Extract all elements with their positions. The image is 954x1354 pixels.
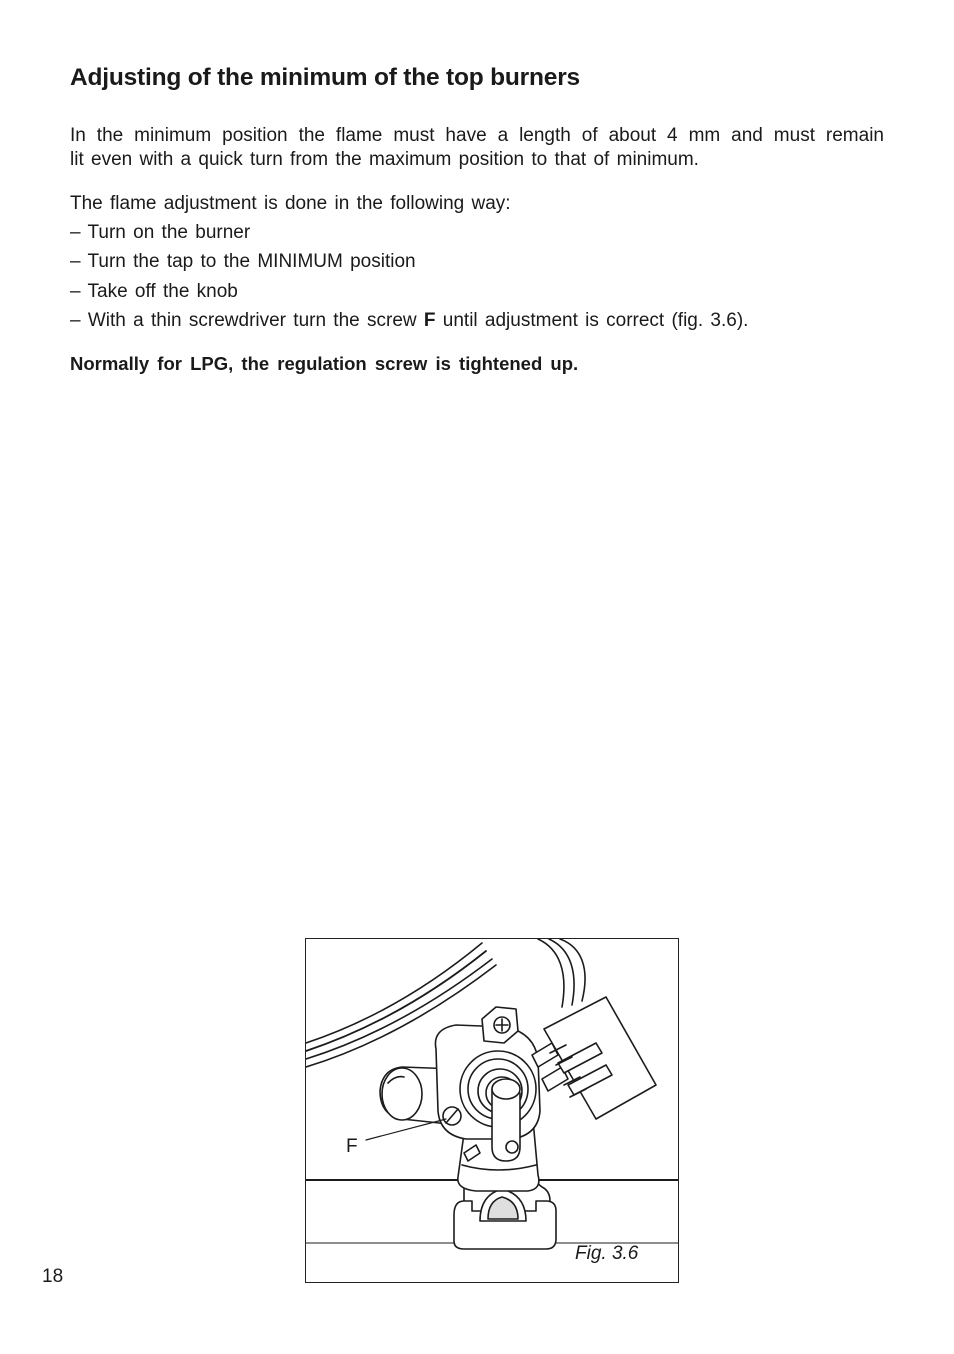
page-number: 18	[42, 1266, 64, 1287]
procedure-intro: The flame adjustment is done in the following way:	[70, 193, 511, 214]
steps-list	[70, 221, 748, 338]
step-item: – Turn on the burner	[70, 222, 251, 243]
lpg-note: Normally for LPG, the regulation screw is tightened up.	[70, 353, 579, 374]
burner-tap-illustration	[306, 939, 679, 1283]
step-item: – Take off the knob	[70, 280, 238, 302]
figure-callout-f: F	[346, 1136, 358, 1157]
step-item: – Turn the tap to the MINIMUM position	[70, 251, 416, 273]
screw-label: F	[423, 309, 436, 331]
figure-3-6	[305, 938, 679, 1283]
intro-paragraph	[70, 124, 884, 171]
step-text: – With a thin screwdriver turn the screw	[70, 309, 424, 331]
intro-line-1: In the minimum position the flame must have a length of about 4 mm and must remain	[70, 125, 884, 146]
figure-caption: Fig. 3.6	[575, 1243, 639, 1264]
step-text: until adjustment is correct (fig. 3.6).	[435, 309, 749, 331]
intro-line-2: lit even with a quick turn from the maximum position to that of minimum.	[70, 148, 699, 170]
step-item	[70, 309, 748, 338]
section-title: Adjusting of the minimum of the top burners	[70, 64, 580, 91]
